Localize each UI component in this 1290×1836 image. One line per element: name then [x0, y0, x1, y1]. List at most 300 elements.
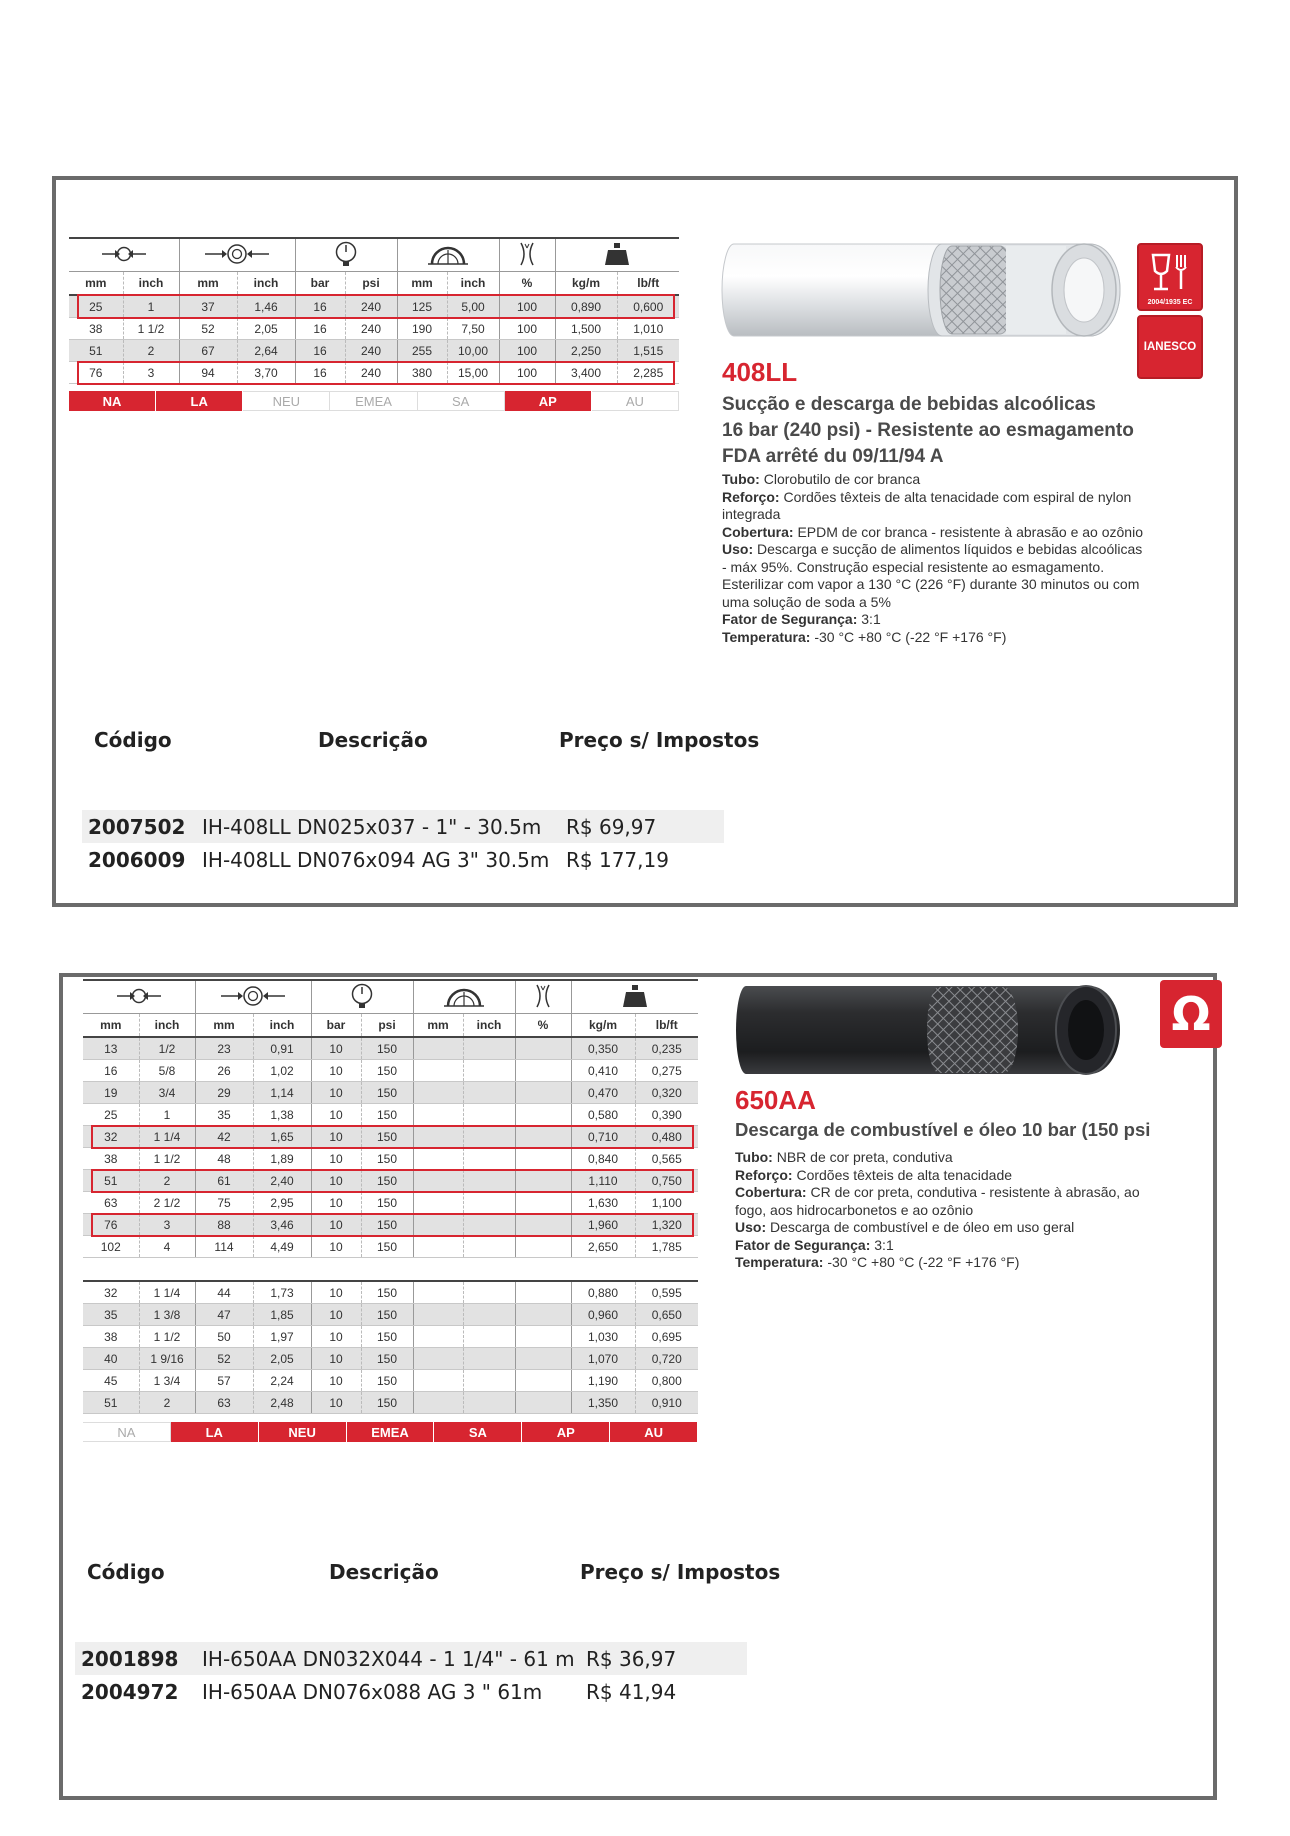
description-text: NBR de cor preta, condutiva — [776, 1149, 953, 1165]
table-row — [83, 1214, 698, 1236]
table-cell: 48 — [195, 1148, 253, 1170]
table-cell: 1,500 — [555, 318, 617, 340]
table-cell — [463, 1392, 515, 1414]
bend-radius-icon — [413, 980, 515, 1014]
table-cell: 40 — [83, 1348, 139, 1370]
table-cell: 150 — [361, 1281, 413, 1304]
table-cell: 45 — [83, 1370, 139, 1392]
table-cell: 0,580 — [571, 1104, 635, 1126]
table-cell: 1 3/8 — [139, 1304, 195, 1326]
table-cell: 150 — [361, 1104, 413, 1126]
table-cell: 0,350 — [571, 1037, 635, 1060]
table-cell — [463, 1214, 515, 1236]
table-cell: 240 — [345, 318, 397, 340]
description-label: Temperatura: — [735, 1254, 824, 1270]
region-sa: SA — [418, 391, 505, 411]
pressure-gauge-icon — [295, 238, 397, 272]
table-cell — [413, 1192, 463, 1214]
unit-header: inch — [139, 1014, 195, 1038]
description-text: Descarga de combustível e de óleo em uso geral — [770, 1219, 1075, 1235]
table-cell: 1,100 — [635, 1192, 698, 1214]
table-cell: 0,91 — [253, 1037, 311, 1060]
description-text: - máx 95%. Construção especial resistente ao esmagamento. — [722, 558, 1105, 575]
table-cell — [515, 1170, 571, 1192]
description-text: uma solução de soda a 5% — [722, 593, 891, 610]
table-cell — [463, 1304, 515, 1326]
table-cell: 0,695 — [635, 1326, 698, 1348]
price-value: R$ 36,97 — [586, 1646, 677, 1671]
table-cell: 1 — [139, 1104, 195, 1126]
table-cell — [413, 1214, 463, 1236]
table-cell: 61 — [195, 1170, 253, 1192]
table-cell: 10 — [311, 1148, 361, 1170]
unit-header: mm — [413, 1014, 463, 1038]
table-cell — [413, 1037, 463, 1060]
table-cell — [413, 1304, 463, 1326]
table-cell — [463, 1192, 515, 1214]
table-cell — [413, 1236, 463, 1258]
table-cell: 47 — [195, 1304, 253, 1326]
table-cell — [515, 1192, 571, 1214]
hose-650aa-image — [734, 978, 1124, 1080]
table-cell — [463, 1148, 515, 1170]
table-cell: 1 1/2 — [139, 1148, 195, 1170]
table-cell: 1,97 — [253, 1326, 311, 1348]
unit-header: % — [499, 272, 555, 296]
table-row — [83, 1060, 698, 1082]
description-line — [722, 506, 1143, 524]
table-cell: 35 — [195, 1104, 253, 1126]
table-cell: 0,960 — [571, 1304, 635, 1326]
description-line — [722, 611, 1143, 629]
description-line — [735, 1184, 1140, 1202]
header-codigo: Código — [87, 1560, 165, 1584]
description-label: Cobertura: — [722, 523, 794, 540]
region-ap: AP — [505, 391, 592, 411]
table-cell: 3,400 — [555, 362, 617, 384]
table-cell: 0,480 — [635, 1126, 698, 1148]
table-cell: 37 — [179, 295, 237, 318]
table-cell: 1 1/2 — [139, 1326, 195, 1348]
inner-diameter-icon — [83, 980, 195, 1014]
unit-header: inch — [253, 1014, 311, 1038]
table-group-separator — [83, 1258, 698, 1282]
unit-header: inch — [447, 272, 499, 296]
description-line — [722, 576, 1143, 594]
description-label: Reforço: — [735, 1166, 793, 1183]
description-text: fogo, aos hidrocarbonetos e ao ozônio — [735, 1201, 974, 1218]
table-cell: 10 — [311, 1348, 361, 1370]
region-neu: NEU — [243, 391, 330, 411]
region-emea: EMEA — [347, 1422, 435, 1442]
table-cell — [463, 1060, 515, 1082]
table-cell: 150 — [361, 1170, 413, 1192]
table-cell — [413, 1082, 463, 1104]
table-cell: 51 — [83, 1392, 139, 1414]
title-line: Descarga de combustível e óleo 10 bar (150 psi — [735, 1119, 1151, 1140]
table-cell: 7,50 — [447, 318, 499, 340]
table-cell: 35 — [83, 1304, 139, 1326]
description-text: Descarga e sucção de alimentos líquidos e bebidas alcoólicas — [757, 541, 1143, 557]
table-cell: 76 — [69, 362, 123, 384]
table-cell: 88 — [195, 1214, 253, 1236]
description-text: Cordões têxteis de alta tenacidade — [796, 1166, 1013, 1183]
table-row — [83, 1281, 698, 1304]
table-row — [69, 340, 679, 362]
table-cell: 50 — [195, 1326, 253, 1348]
table-cell: 2,48 — [253, 1392, 311, 1414]
table-cell: 0,710 — [571, 1126, 635, 1148]
table-cell: 42 — [195, 1126, 253, 1148]
table-cell: 2,24 — [253, 1370, 311, 1392]
table-cell: 5/8 — [139, 1060, 195, 1082]
table-cell: 19 — [83, 1082, 139, 1104]
product-title — [735, 1117, 1150, 1143]
table-cell — [413, 1104, 463, 1126]
table-row — [83, 1037, 698, 1060]
price-row — [75, 1675, 747, 1708]
table-cell: 10 — [311, 1392, 361, 1414]
table-cell: 63 — [83, 1192, 139, 1214]
table-cell: 1,46 — [237, 295, 295, 318]
table-cell: 0,750 — [635, 1170, 698, 1192]
pressure-gauge-icon — [311, 980, 413, 1014]
brand-badge — [1137, 315, 1203, 379]
table-cell: 3,46 — [253, 1214, 311, 1236]
table-cell: 1,070 — [571, 1348, 635, 1370]
region-availability-bar — [69, 391, 679, 411]
table-cell: 150 — [361, 1370, 413, 1392]
table-cell: 255 — [397, 340, 447, 362]
description-line — [735, 1149, 1140, 1167]
table-cell: 0,840 — [571, 1148, 635, 1170]
header-codigo: Código — [94, 728, 172, 752]
unit-header: inch — [237, 272, 295, 296]
table-cell — [515, 1060, 571, 1082]
table-cell: 76 — [83, 1214, 139, 1236]
price-row — [82, 843, 724, 876]
table-cell: 2,250 — [555, 340, 617, 362]
region-sa: SA — [434, 1422, 522, 1442]
table-cell: 10 — [311, 1236, 361, 1258]
table-cell — [413, 1370, 463, 1392]
description-line — [722, 489, 1143, 507]
title-line: Sucção e descarga de bebidas alcoólicas — [722, 394, 1096, 415]
description-text: integrada — [722, 506, 781, 522]
table-row — [83, 1370, 698, 1392]
table-cell: 1 — [123, 295, 179, 318]
table-cell — [463, 1370, 515, 1392]
table-row — [83, 1348, 698, 1370]
table-cell — [515, 1037, 571, 1060]
table-cell: 240 — [345, 340, 397, 362]
table-cell: 0,390 — [635, 1104, 698, 1126]
table-row — [83, 1126, 698, 1148]
table-cell: 10 — [311, 1060, 361, 1082]
description-text: 3:1 — [861, 611, 881, 627]
table-cell: 10 — [311, 1104, 361, 1126]
table-cell: 150 — [361, 1348, 413, 1370]
description-label: Tubo: — [735, 1149, 773, 1165]
table-cell: 51 — [83, 1170, 139, 1192]
price-description: IH-650AA DN076x088 AG 3 " 61m — [202, 1679, 543, 1704]
table-cell: 240 — [345, 295, 397, 318]
table-cell: 0,910 — [635, 1392, 698, 1414]
table-cell: 1,85 — [253, 1304, 311, 1326]
table-cell: 4,49 — [253, 1236, 311, 1258]
table-cell — [413, 1281, 463, 1304]
table-cell: 10 — [311, 1082, 361, 1104]
description-line — [722, 629, 1143, 647]
table-cell — [515, 1104, 571, 1126]
table-cell: 0,320 — [635, 1082, 698, 1104]
description-text: Cordões têxteis de alta tenacidade com espiral de nylon — [783, 488, 1132, 505]
table-cell: 16 — [295, 340, 345, 362]
table-cell: 38 — [69, 318, 123, 340]
unit-header: mm — [397, 272, 447, 296]
title-line: 16 bar (240 psi) - Resistente ao esmagamento — [722, 420, 1134, 441]
table-row — [83, 1236, 698, 1258]
product-description — [735, 1149, 1140, 1272]
table-cell: 1,14 — [253, 1082, 311, 1104]
price-code: 2001898 — [81, 1646, 179, 1671]
unit-header: mm — [179, 272, 237, 296]
price-value: R$ 41,94 — [586, 1679, 677, 1704]
brand-badge-label: IANESCO — [1143, 341, 1197, 353]
price-description: IH-408LL DN076x094 AG 3" 30.5m — [202, 847, 550, 872]
table-cell: 16 — [295, 295, 345, 318]
table-cell: 0,720 — [635, 1348, 698, 1370]
region-ap: AP — [522, 1422, 610, 1442]
product-card-408ll — [52, 176, 1238, 907]
table-cell: 380 — [397, 362, 447, 384]
table-cell — [463, 1236, 515, 1258]
price-code: 2004972 — [81, 1679, 179, 1704]
unit-header: bar — [295, 272, 345, 296]
table-cell: 0,470 — [571, 1082, 635, 1104]
table-cell — [463, 1126, 515, 1148]
table-cell: 10 — [311, 1192, 361, 1214]
table-cell: 10 — [311, 1281, 361, 1304]
table-cell: 67 — [179, 340, 237, 362]
region-au: AU — [610, 1422, 698, 1442]
table-cell: 25 — [83, 1104, 139, 1126]
table-cell: 0,565 — [635, 1148, 698, 1170]
table-cell: 3/4 — [139, 1082, 195, 1104]
product-code: 650AA — [735, 1085, 816, 1115]
table-cell: 16 — [83, 1060, 139, 1082]
title-line: FDA arrêté du 09/11/94 A — [722, 446, 944, 467]
unit-header: psi — [361, 1014, 413, 1038]
table-cell: 240 — [345, 362, 397, 384]
vacuum-icon — [515, 980, 571, 1014]
table-cell: 100 — [499, 362, 555, 384]
description-label: Uso: — [722, 541, 754, 557]
table-cell: 0,600 — [617, 295, 679, 318]
table-cell — [515, 1304, 571, 1326]
table-row — [83, 1392, 698, 1414]
table-cell: 1,785 — [635, 1236, 698, 1258]
table-row — [83, 1326, 698, 1348]
table-cell — [413, 1148, 463, 1170]
description-text: Esterilizar com vapor a 130 °C (226 °F) durante 30 minutos ou com — [722, 576, 1140, 592]
description-label: Cobertura: — [735, 1184, 807, 1200]
price-value: R$ 177,19 — [566, 847, 669, 872]
table-cell: 1 3/4 — [139, 1370, 195, 1392]
table-cell: 10 — [311, 1370, 361, 1392]
outer-diameter-icon — [179, 238, 295, 272]
table-cell — [413, 1392, 463, 1414]
unit-header: mm — [83, 1014, 139, 1038]
table-cell: 10 — [311, 1326, 361, 1348]
table-cell: 1,110 — [571, 1170, 635, 1192]
table-cell: 1,02 — [253, 1060, 311, 1082]
table-cell: 0,595 — [635, 1281, 698, 1304]
description-line — [722, 471, 1143, 489]
spec-table — [69, 237, 679, 384]
table-row — [69, 362, 679, 384]
table-cell: 57 — [195, 1370, 253, 1392]
description-text: CR de cor preta, condutiva - resistente à abrasão, ao — [810, 1184, 1140, 1200]
table-cell: 44 — [195, 1281, 253, 1304]
table-cell — [413, 1170, 463, 1192]
price-code: 2007502 — [88, 814, 186, 839]
table-cell: 32 — [83, 1281, 139, 1304]
description-label: Fator de Segurança: — [735, 1236, 871, 1253]
description-line — [722, 524, 1143, 542]
description-text: 3:1 — [874, 1236, 894, 1253]
table-cell: 3 — [139, 1214, 195, 1236]
header-descricao: Descrição — [318, 728, 428, 752]
table-cell: 2,40 — [253, 1170, 311, 1192]
unit-header: mm — [69, 272, 123, 296]
table-cell: 0,275 — [635, 1060, 698, 1082]
table-cell: 2,285 — [617, 362, 679, 384]
omega-icon: Ω — [1171, 987, 1211, 1041]
table-cell: 1,010 — [617, 318, 679, 340]
table-cell: 150 — [361, 1060, 413, 1082]
food-grade-badge — [1137, 243, 1203, 311]
table-cell: 150 — [361, 1304, 413, 1326]
region-na: NA — [69, 391, 156, 411]
table-cell: 1 1/4 — [139, 1126, 195, 1148]
spec-table — [83, 979, 698, 1414]
description-text: Clorobutilo de cor branca — [763, 471, 921, 487]
table-cell: 13 — [83, 1037, 139, 1060]
table-cell: 1/2 — [139, 1037, 195, 1060]
table-cell: 3,70 — [237, 362, 295, 384]
weight-icon — [571, 980, 698, 1014]
table-cell — [463, 1326, 515, 1348]
table-cell: 150 — [361, 1214, 413, 1236]
table-cell: 0,880 — [571, 1281, 635, 1304]
header-preco: Preço s/ Impostos — [559, 728, 760, 752]
table-cell: 100 — [499, 318, 555, 340]
price-value: R$ 69,97 — [566, 814, 657, 839]
table-cell — [463, 1170, 515, 1192]
table-cell: 10 — [311, 1037, 361, 1060]
table-cell — [463, 1348, 515, 1370]
unit-header: inch — [123, 272, 179, 296]
brand-badge — [1160, 980, 1222, 1048]
table-cell: 52 — [195, 1348, 253, 1370]
unit-header: mm — [195, 1014, 253, 1038]
table-cell: 150 — [361, 1326, 413, 1348]
table-cell: 1,89 — [253, 1148, 311, 1170]
table-cell — [515, 1392, 571, 1414]
table-cell: 1,630 — [571, 1192, 635, 1214]
description-line — [735, 1167, 1140, 1185]
region-emea: EMEA — [330, 391, 417, 411]
table-cell: 26 — [195, 1060, 253, 1082]
table-cell: 10 — [311, 1304, 361, 1326]
table-cell: 1,030 — [571, 1326, 635, 1348]
table-cell: 150 — [361, 1236, 413, 1258]
description-line — [735, 1237, 1140, 1255]
region-neu: NEU — [259, 1422, 347, 1442]
glass-fork-icon — [1139, 249, 1201, 297]
table-cell: 0,410 — [571, 1060, 635, 1082]
product-card-650aa — [59, 973, 1217, 1800]
region-la: LA — [171, 1422, 259, 1442]
vacuum-icon — [499, 238, 555, 272]
product-title — [722, 392, 1134, 470]
price-row — [75, 1642, 747, 1675]
table-cell: 94 — [179, 362, 237, 384]
table-cell: 1,350 — [571, 1392, 635, 1414]
table-cell: 52 — [179, 318, 237, 340]
description-line — [735, 1202, 1140, 1220]
table-cell: 75 — [195, 1192, 253, 1214]
unit-header: inch — [463, 1014, 515, 1038]
description-label: Tubo: — [722, 471, 760, 487]
table-cell: 150 — [361, 1192, 413, 1214]
price-code: 2006009 — [88, 847, 186, 872]
table-cell: 125 — [397, 295, 447, 318]
table-cell: 38 — [83, 1326, 139, 1348]
table-cell: 16 — [295, 318, 345, 340]
table-cell: 1,515 — [617, 340, 679, 362]
table-cell: 51 — [69, 340, 123, 362]
table-cell: 0,890 — [555, 295, 617, 318]
table-cell: 2,64 — [237, 340, 295, 362]
table-cell: 150 — [361, 1126, 413, 1148]
inner-diameter-icon — [69, 238, 179, 272]
table-cell — [515, 1326, 571, 1348]
table-cell — [413, 1326, 463, 1348]
table-cell: 2,650 — [571, 1236, 635, 1258]
table-cell: 5,00 — [447, 295, 499, 318]
table-cell: 25 — [69, 295, 123, 318]
unit-header: % — [515, 1014, 571, 1038]
table-row — [69, 295, 679, 318]
description-label: Uso: — [735, 1219, 767, 1235]
unit-header: lb/ft — [617, 272, 679, 296]
table-cell: 2,05 — [237, 318, 295, 340]
region-au: AU — [592, 391, 679, 411]
table-cell: 0,800 — [635, 1370, 698, 1392]
table-cell: 10,00 — [447, 340, 499, 362]
product-description — [722, 471, 1143, 646]
table-row — [83, 1104, 698, 1126]
table-cell: 23 — [195, 1037, 253, 1060]
table-cell: 2,95 — [253, 1192, 311, 1214]
table-cell — [515, 1214, 571, 1236]
table-cell: 150 — [361, 1082, 413, 1104]
description-line — [722, 541, 1143, 559]
table-cell: 10 — [311, 1214, 361, 1236]
table-cell: 1,38 — [253, 1104, 311, 1126]
